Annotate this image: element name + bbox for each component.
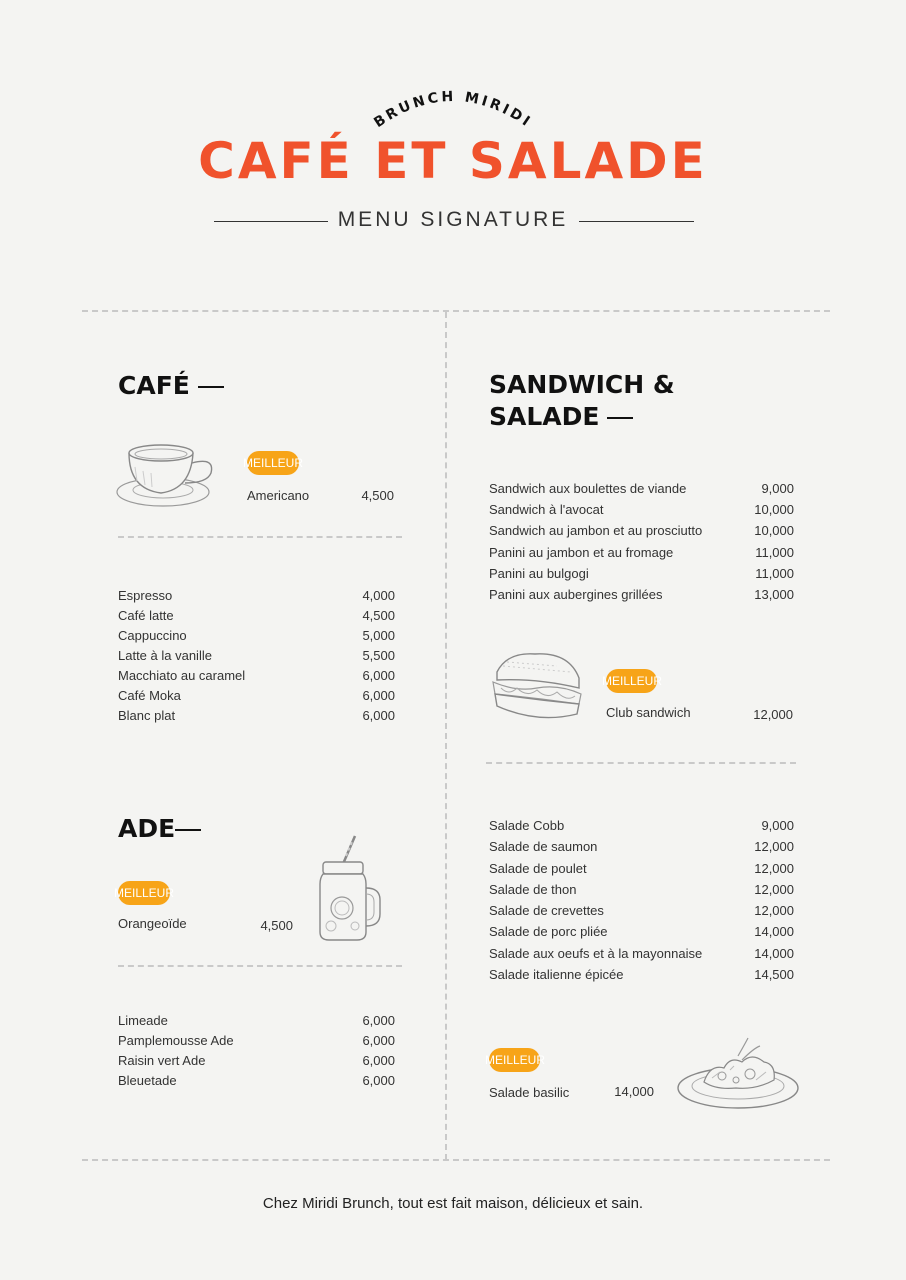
list-item: Salade italienne épicée 14,500	[489, 967, 794, 983]
sandwich-heading: SANDWICH & SALADE	[489, 370, 675, 431]
cafe-best-badge: MEILLEUR	[247, 451, 299, 475]
sandwich-menu-list	[489, 481, 794, 608]
list-item: Limeade 6,000	[118, 1013, 395, 1028]
list-item: Panini au jambon et au fromage 11,000	[489, 544, 794, 560]
sandwich-icon	[487, 648, 583, 728]
list-item: Sandwich au jambon et au prosciutto 10,000	[489, 523, 794, 539]
list-item: Salade de thon 12,000	[489, 881, 794, 897]
list-item: Panini au bulgogi 11,000	[489, 565, 794, 581]
list-item: Sandwich aux boulettes de viande 9,000	[489, 481, 794, 496]
ade-heading: ADE	[118, 813, 201, 845]
ade-best-badge: MEILLEUR	[118, 881, 170, 905]
ade-menu-list	[118, 1013, 395, 1093]
ade-divider	[118, 965, 402, 967]
list-item: Cappuccino 5,000	[118, 628, 395, 643]
list-item: Salade de crevettes 12,000	[489, 903, 794, 919]
subtitle-rule-right	[579, 221, 694, 222]
list-item: Sandwich à l'avocat 10,000	[489, 502, 794, 518]
list-item: Panini aux aubergines grillées 13,000	[489, 586, 794, 602]
menu-subtitle: MENU SIGNATURE	[337, 208, 569, 231]
list-item: Bleuetade 6,000	[118, 1073, 395, 1088]
salade-featured-name: Salade basilic	[489, 1085, 570, 1100]
cafe-divider	[118, 536, 402, 538]
top-divider	[82, 310, 830, 312]
salade-featured-price: 14,000	[614, 1084, 654, 1099]
list-item: Café Moka 6,000	[118, 688, 395, 703]
list-item: Pamplemousse Ade 6,000	[118, 1033, 395, 1048]
cafe-heading: CAFÉ	[118, 370, 224, 402]
cafe-menu-list	[118, 588, 395, 728]
list-item: Café latte 4,500	[118, 608, 395, 623]
list-item: Blanc plat 6,000	[118, 708, 395, 723]
list-item: Salade Cobb 9,000	[489, 818, 794, 833]
ade-featured-price: 4,500	[260, 918, 293, 933]
list-item: Raisin vert Ade 6,000	[118, 1053, 395, 1068]
list-item: Espresso 4,000	[118, 588, 395, 603]
mason-jar-icon	[317, 834, 383, 944]
list-item: Salade de porc pliée 14,000	[489, 924, 794, 940]
salade-best-badge: MEILLEUR	[489, 1048, 540, 1072]
footer-note: Chez Miridi Brunch, tout est fait maison, délicieux et sain.	[262, 1195, 644, 1212]
salade-menu-list	[489, 818, 794, 988]
list-item: Macchiato au caramel 6,000	[118, 668, 395, 683]
ade-featured-name: Orangeoïde	[118, 916, 187, 931]
column-divider	[445, 312, 447, 1160]
cafe-featured-price: 4,500	[361, 488, 394, 503]
list-item: Salade de poulet 12,000	[489, 860, 794, 876]
menu-title: CAFÉ ET SALADE	[198, 132, 708, 190]
list-item: Latte à la vanille 5,500	[118, 648, 395, 663]
sandwich-featured-price: 12,000	[753, 707, 793, 722]
sandwich-divider	[486, 762, 796, 764]
sandwich-featured-name: Club sandwich	[606, 705, 691, 720]
svg-text:BRUNCH MIRIDI: BRUNCH MIRIDI	[371, 88, 535, 132]
sandwich-best-badge: MEILLEUR	[606, 669, 657, 693]
coffee-cup-icon	[115, 437, 217, 513]
cafe-featured-name: Americano	[247, 488, 310, 503]
list-item: Salade de saumon 12,000	[489, 839, 794, 855]
salad-plate-icon	[676, 1038, 802, 1112]
list-item: Salade aux oeufs et à la mayonnaise 14,000	[489, 945, 794, 961]
bottom-divider	[82, 1159, 830, 1161]
